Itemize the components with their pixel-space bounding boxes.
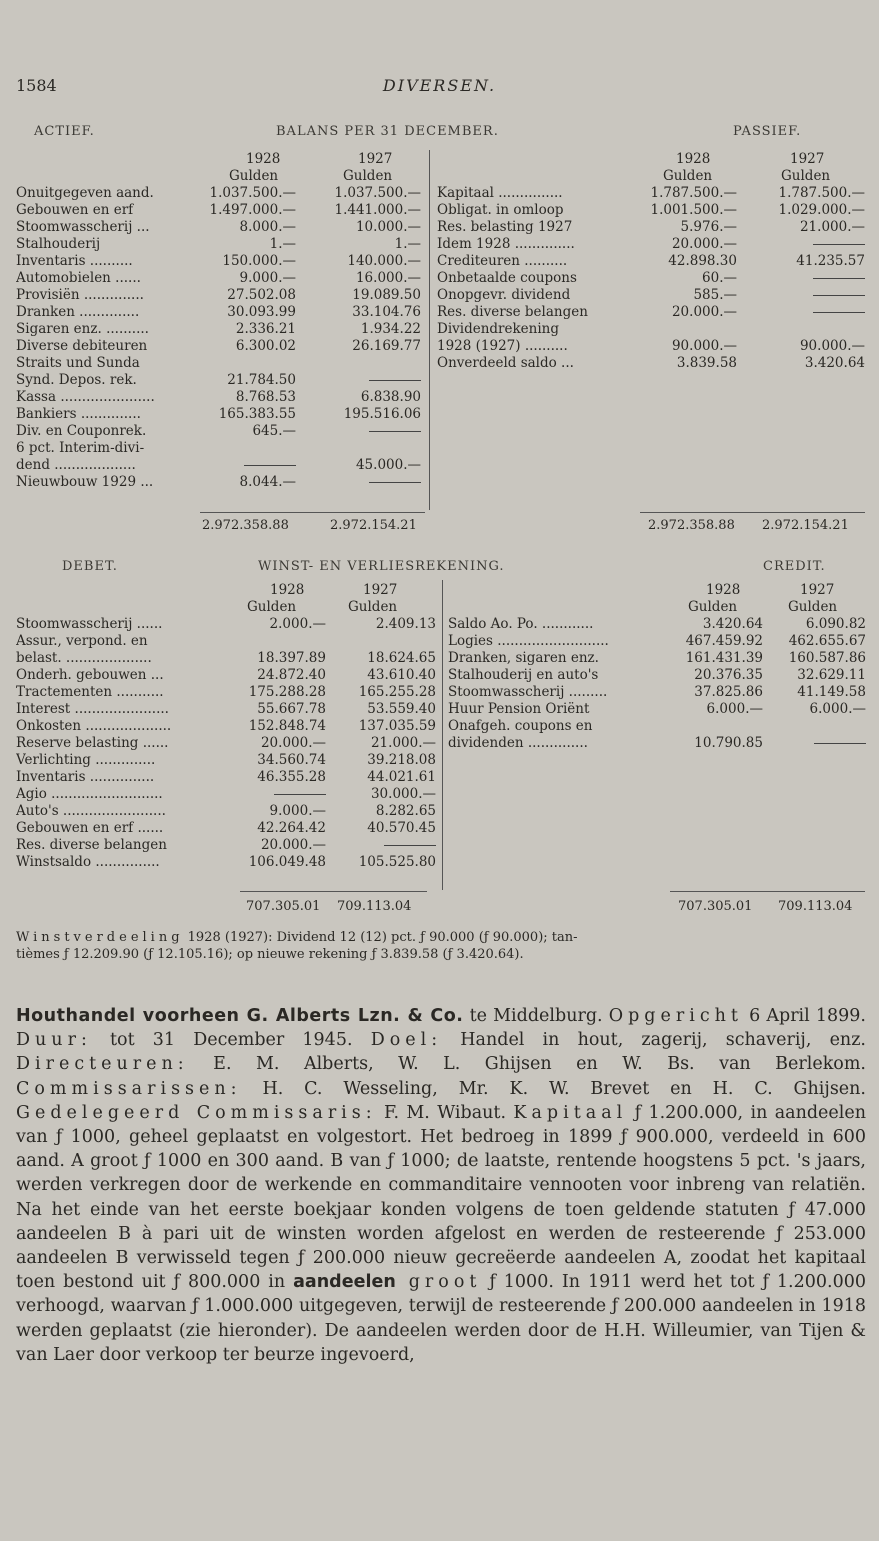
debet-label: Gebouwen en erf ...... xyxy=(16,820,164,836)
debet-label: belast. .................... xyxy=(16,650,152,666)
passief-row xyxy=(437,355,867,372)
passief-value: 5.976.— xyxy=(680,219,737,235)
debet-value: 39.218.08 xyxy=(367,752,436,768)
balans-year-l1: 1928 xyxy=(246,151,281,167)
actief-value: 16.000.— xyxy=(355,270,421,286)
actief-label: Gebouwen en erf xyxy=(16,202,134,218)
label-duur: Duur: xyxy=(16,1030,92,1051)
value-gedelegeerd: F. M. Wibaut. xyxy=(376,1102,514,1123)
actief-row xyxy=(16,253,426,270)
debet-label: Agio .......................... xyxy=(16,786,163,802)
credit-row xyxy=(448,616,867,633)
actief-label: Onuitgegeven aand. xyxy=(16,185,154,201)
balans-unit-l1: Gulden xyxy=(229,168,279,184)
passief-row xyxy=(437,202,867,219)
debet-value: 44.021.61 xyxy=(367,769,436,785)
actief-value: 33.104.76 xyxy=(352,304,421,320)
page-number: 1584 xyxy=(16,76,57,95)
balans-year-r2: 1927 xyxy=(790,151,825,167)
actief-row xyxy=(16,236,426,253)
passief-row xyxy=(437,253,867,270)
debet-label: Res. diverse belangen xyxy=(16,837,167,853)
credit-value: 6.090.82 xyxy=(805,616,866,632)
actief-table xyxy=(16,185,426,491)
debet-value: 2.409.13 xyxy=(375,616,436,632)
debet-row xyxy=(16,820,438,837)
actief-value: 150.000.— xyxy=(222,253,296,269)
winst-year-r2: 1927 xyxy=(800,582,835,598)
winst-unit-l2: Gulden xyxy=(348,599,398,615)
label-groot: groot xyxy=(395,1272,482,1293)
winst-total-rule-right xyxy=(670,891,865,892)
actief-label: Div. en Couponrek. xyxy=(16,423,147,439)
passief-value: 20.000.— xyxy=(671,304,737,320)
debet-row xyxy=(16,786,438,803)
credit-label: Onafgeh. coupons en xyxy=(448,718,593,734)
actief-row xyxy=(16,219,426,236)
credit-value: 10.790.85 xyxy=(694,735,763,751)
debet-value: 53.559.40 xyxy=(367,701,436,717)
passief-table xyxy=(437,185,867,372)
winst-year-l2: 1927 xyxy=(363,582,398,598)
value-capital-history: ƒ 1000. In 1911 werd het tot ƒ 1.200.000 verhoogd, waarvan ƒ 1.000.000 uitgegeven, terwijl de resteerende ƒ 200.000 aandeelen in 1918 werden geplaatst (zie hieronder). De aandeelen werden door de H.H. Willeumier, van Tijen & van Laer door verkoop ter beurze ingevoerd, xyxy=(16,1272,866,1365)
actief-label: Kassa ...................... xyxy=(16,389,155,405)
passief-label: Res. diverse belangen xyxy=(437,304,588,320)
credit-value: 161.431.39 xyxy=(685,650,763,666)
balans-total-rule-right xyxy=(640,512,865,513)
empty-value-rule xyxy=(369,482,421,483)
balans-year-r1: 1928 xyxy=(676,151,711,167)
winst-caption: WINST- EN VERLIESREKENING. xyxy=(258,559,505,574)
winst-divider xyxy=(442,580,443,890)
actief-value: 6.838.90 xyxy=(360,389,421,405)
company-seat: te Middelburg. xyxy=(463,1006,603,1026)
actief-row xyxy=(16,440,426,457)
passief-value xyxy=(757,304,865,320)
winst-unit-l1: Gulden xyxy=(247,599,297,615)
passief-value xyxy=(757,270,865,286)
debet-value: 165.255.28 xyxy=(358,684,436,700)
actief-row xyxy=(16,185,426,202)
label-doel: Doel: xyxy=(370,1030,443,1051)
credit-label: Saldo Ao. Po. ............ xyxy=(448,616,594,632)
winst-total-r1: 707.305.01 xyxy=(678,899,753,914)
debet-value xyxy=(331,837,436,853)
value-opgericht: 6 April 1899. xyxy=(742,1006,866,1026)
credit-row xyxy=(448,718,867,735)
actief-label: Bankiers .............. xyxy=(16,406,141,422)
actief-value: 8.044.— xyxy=(239,474,296,490)
actief-row xyxy=(16,355,426,372)
debet-label: Onderh. gebouwen ... xyxy=(16,667,164,683)
actief-value: 1.497.000.— xyxy=(209,202,296,218)
balans-unit-l2: Gulden xyxy=(343,168,393,184)
balans-unit-r1: Gulden xyxy=(663,168,713,184)
label-kapitaal: Kapitaal xyxy=(513,1102,628,1123)
actief-value: 10.000.— xyxy=(355,219,421,235)
actief-value: 1.934.22 xyxy=(360,321,421,337)
passief-value: 1.001.500.— xyxy=(650,202,737,218)
debet-label: Tractementen ........... xyxy=(16,684,164,700)
actief-label: Diverse debiteuren xyxy=(16,338,148,354)
winst-year-r1: 1928 xyxy=(706,582,741,598)
passief-value: 20.000.— xyxy=(671,236,737,252)
passief-value: 3.839.58 xyxy=(676,355,737,371)
passief-row xyxy=(437,321,867,338)
actief-value: 1.— xyxy=(394,236,421,252)
credit-value: 37.825.86 xyxy=(694,684,763,700)
actief-row xyxy=(16,304,426,321)
debet-value: 42.264.42 xyxy=(257,820,326,836)
passief-row xyxy=(437,270,867,287)
credit-row xyxy=(448,667,867,684)
credit-table xyxy=(448,616,867,752)
actief-value: 645.— xyxy=(252,423,296,439)
actief-label: Automobielen ...... xyxy=(16,270,141,286)
winst-total-rule-left xyxy=(240,891,427,892)
actief-row xyxy=(16,389,426,406)
credit-row xyxy=(448,735,867,752)
credit-value: 467.459.92 xyxy=(685,633,763,649)
credit-caption: CREDIT. xyxy=(763,559,826,574)
actief-value: 1.037.500.— xyxy=(334,185,421,201)
empty-value-rule xyxy=(274,794,326,795)
actief-row xyxy=(16,270,426,287)
passief-value xyxy=(757,287,865,303)
actief-label: 6 pct. Interim-divi- xyxy=(16,440,145,456)
label-aandeelen: aandeelen xyxy=(293,1272,396,1293)
debet-value: 18.624.65 xyxy=(367,650,436,666)
empty-value-rule xyxy=(813,312,865,313)
debet-value: 40.570.45 xyxy=(367,820,436,836)
passief-label: Onverdeeld saldo ... xyxy=(437,355,574,371)
credit-row xyxy=(448,650,867,667)
credit-value: 6.000.— xyxy=(809,701,866,717)
balans-total-l2: 2.972.154.21 xyxy=(330,518,417,533)
debet-value: 20.000.— xyxy=(260,837,326,853)
debet-row xyxy=(16,718,438,735)
debet-label: Verlichting .............. xyxy=(16,752,156,768)
actief-value: 45.000.— xyxy=(355,457,421,473)
balans-unit-r2: Gulden xyxy=(781,168,831,184)
winst-total-r2: 709.113.04 xyxy=(778,899,853,914)
winst-total-l2: 709.113.04 xyxy=(337,899,412,914)
debet-row xyxy=(16,633,438,650)
balans-total-l1: 2.972.358.88 xyxy=(202,518,289,533)
actief-label: Inventaris .......... xyxy=(16,253,133,269)
debet-value: 43.610.40 xyxy=(367,667,436,683)
actief-value: 2.336.21 xyxy=(235,321,296,337)
actief-row xyxy=(16,338,426,355)
passief-label: Dividendrekening xyxy=(437,321,560,337)
credit-value: 462.655.67 xyxy=(788,633,866,649)
passief-label: Onbetaalde coupons xyxy=(437,270,577,286)
actief-caption: ACTIEF. xyxy=(34,124,95,139)
balans-total-r1: 2.972.358.88 xyxy=(648,518,735,533)
actief-row xyxy=(16,406,426,423)
winst-year-l1: 1928 xyxy=(270,582,305,598)
passief-value xyxy=(757,236,865,252)
actief-value: 9.000.— xyxy=(239,270,296,286)
debet-value xyxy=(236,786,326,802)
company-name: Houthandel voorheen G. Alberts Lzn. & Co. xyxy=(16,1006,464,1026)
actief-value xyxy=(316,372,421,388)
value-doel: Handel in hout, zagerij, schaverij, enz. xyxy=(442,1030,866,1051)
actief-value xyxy=(316,474,421,490)
actief-value: 140.000.— xyxy=(347,253,421,269)
actief-label: Stalhouderij xyxy=(16,236,101,252)
actief-value: 27.502.08 xyxy=(227,287,296,303)
empty-value-rule xyxy=(813,244,865,245)
credit-value: 20.376.35 xyxy=(694,667,763,683)
debet-value: 21.000.— xyxy=(370,735,436,751)
label-commissarissen: Commissarissen: xyxy=(16,1078,242,1099)
passief-row xyxy=(437,219,867,236)
credit-row xyxy=(448,633,867,650)
debet-value: 34.560.74 xyxy=(257,752,326,768)
balans-divider xyxy=(429,150,430,510)
debet-label: Inventaris ............... xyxy=(16,769,155,785)
balans-total-r2: 2.972.154.21 xyxy=(762,518,849,533)
debet-row xyxy=(16,735,438,752)
passief-row xyxy=(437,304,867,321)
debet-label: Onkosten .................... xyxy=(16,718,172,734)
value-directeuren: E. M. Alberts, W. L. Ghijsen en W. Bs. van Berlekom. xyxy=(188,1054,866,1075)
actief-label: Provisiën .............. xyxy=(16,287,144,303)
debet-value: 152.848.74 xyxy=(248,718,326,734)
label-gedelegeerd: Gedelegeerd Commissaris: xyxy=(16,1102,377,1123)
actief-value xyxy=(316,423,421,439)
empty-value-rule xyxy=(384,845,436,846)
passief-label: Kapitaal ............... xyxy=(437,185,563,201)
passief-label: Idem 1928 .............. xyxy=(437,236,575,252)
credit-row xyxy=(448,701,867,718)
debet-row xyxy=(16,854,438,871)
label-directeuren: Directeuren: xyxy=(16,1054,189,1075)
passief-value: 41.235.57 xyxy=(796,253,865,269)
actief-value xyxy=(206,457,296,473)
debet-value: 137.035.59 xyxy=(358,718,436,734)
actief-row xyxy=(16,423,426,440)
credit-label: Logies .......................... xyxy=(448,633,609,649)
passief-label: Crediteuren .......... xyxy=(437,253,568,269)
debet-row xyxy=(16,752,438,769)
passief-value: 3.420.64 xyxy=(804,355,865,371)
actief-label: Straits und Sunda xyxy=(16,355,140,371)
passief-row xyxy=(437,287,867,304)
debet-row xyxy=(16,803,438,820)
actief-row xyxy=(16,287,426,304)
debet-row xyxy=(16,769,438,786)
passief-value: 60.— xyxy=(702,270,737,286)
actief-value: 19.089.50 xyxy=(352,287,421,303)
actief-value: 21.784.50 xyxy=(227,372,296,388)
credit-label: dividenden .............. xyxy=(448,735,588,751)
debet-label: Assur., verpond. en xyxy=(16,633,148,649)
passief-label: Onopgevr. dividend xyxy=(437,287,571,303)
credit-label: Stalhouderij en auto's xyxy=(448,667,599,683)
debet-value: 30.000.— xyxy=(370,786,436,802)
credit-value: 160.587.86 xyxy=(788,650,866,666)
debet-value: 24.872.40 xyxy=(257,667,326,683)
actief-label: Nieuwbouw 1929 ... xyxy=(16,474,154,490)
page-title: DIVERSEN. xyxy=(382,76,497,95)
winstverdeeling-text2: tièmes ƒ 12.209.90 (ƒ 12.105.16); op nieuwe rekening ƒ 3.839.58 (ƒ 3.420.64). xyxy=(16,947,524,962)
debet-row xyxy=(16,684,438,701)
debet-label: Interest ...................... xyxy=(16,701,169,717)
actief-label: dend ................... xyxy=(16,457,136,473)
actief-value: 8.000.— xyxy=(239,219,296,235)
actief-value: 1.441.000.— xyxy=(334,202,421,218)
debet-value: 175.288.28 xyxy=(248,684,326,700)
actief-row xyxy=(16,372,426,389)
passief-row xyxy=(437,338,867,355)
actief-value: 1.037.500.— xyxy=(209,185,296,201)
debet-row xyxy=(16,650,438,667)
actief-row xyxy=(16,202,426,219)
credit-value xyxy=(768,735,866,751)
debet-value: 8.282.65 xyxy=(375,803,436,819)
label-opgericht: Opgericht xyxy=(608,1006,743,1026)
passief-label: Res. belasting 1927 xyxy=(437,219,573,235)
actief-row xyxy=(16,457,426,474)
empty-value-rule xyxy=(814,743,866,744)
debet-table xyxy=(16,616,438,871)
credit-label: Stoomwasscherij ......... xyxy=(448,684,608,700)
empty-value-rule xyxy=(244,465,296,466)
empty-value-rule xyxy=(813,278,865,279)
winstverdeeling-text1: 1928 (1927): Dividend 12 (12) pct. ƒ 90.000 (ƒ 90.000); tan- xyxy=(183,930,578,945)
winst-total-l1: 707.305.01 xyxy=(246,899,321,914)
passief-label: Obligat. in omloop xyxy=(437,202,564,218)
winstverdeeling-label: Winstverdeeling xyxy=(16,930,184,945)
credit-row xyxy=(448,684,867,701)
passief-value: 1.787.500.— xyxy=(778,185,865,201)
credit-value: 6.000.— xyxy=(706,701,763,717)
debet-value: 20.000.— xyxy=(260,735,326,751)
value-duur: tot 31 December 1945. xyxy=(91,1030,371,1051)
balans-caption: BALANS PER 31 DECEMBER. xyxy=(276,124,499,139)
debet-label: Stoomwasscherij ...... xyxy=(16,616,163,632)
balans-total-rule-left xyxy=(200,512,425,513)
credit-value: 41.149.58 xyxy=(797,684,866,700)
debet-label: Winstsaldo ............... xyxy=(16,854,160,870)
passief-caption: PASSIEF. xyxy=(733,124,802,139)
debet-row xyxy=(16,837,438,854)
credit-label: Dranken, sigaren enz. xyxy=(448,650,599,666)
passief-row xyxy=(437,185,867,202)
actief-value: 30.093.99 xyxy=(227,304,296,320)
passief-value: 90.000.— xyxy=(671,338,737,354)
actief-value: 8.768.53 xyxy=(235,389,296,405)
debet-row xyxy=(16,667,438,684)
passief-row xyxy=(437,236,867,253)
passief-value: 1.029.000.— xyxy=(778,202,865,218)
actief-value: 165.383.55 xyxy=(218,406,296,422)
actief-value: 195.516.06 xyxy=(343,406,421,422)
value-commissarissen: H. C. Wesseling, Mr. K. W. Brevet en H. C. Ghijsen. xyxy=(241,1078,866,1099)
debet-value: 55.667.78 xyxy=(257,701,326,717)
balans-year-l2: 1927 xyxy=(358,151,393,167)
debet-value: 105.525.80 xyxy=(358,854,436,870)
debet-row xyxy=(16,701,438,718)
actief-row xyxy=(16,321,426,338)
debet-label: Auto's ........................ xyxy=(16,803,166,819)
empty-value-rule xyxy=(369,380,421,381)
passief-value: 90.000.— xyxy=(799,338,865,354)
actief-value: 1.— xyxy=(269,236,296,252)
passief-value: 585.— xyxy=(693,287,737,303)
empty-value-rule xyxy=(813,295,865,296)
debet-value: 106.049.48 xyxy=(248,854,326,870)
debet-value: 9.000.— xyxy=(269,803,326,819)
credit-value: 32.629.11 xyxy=(797,667,866,683)
winst-unit-r1: Gulden xyxy=(688,599,738,615)
debet-value: 18.397.89 xyxy=(257,650,326,666)
actief-label: Dranken .............. xyxy=(16,304,140,320)
passief-label: 1928 (1927) .......... xyxy=(437,338,568,354)
actief-value: 26.169.77 xyxy=(352,338,421,354)
actief-label: Sigaren enz. .......... xyxy=(16,321,149,337)
debet-value: 2.000.— xyxy=(269,616,326,632)
actief-value: 6.300.02 xyxy=(235,338,296,354)
winstverdeeling-note xyxy=(16,929,866,963)
actief-label: Stoomwasscherij ... xyxy=(16,219,150,235)
value-kapitaal: ƒ 1.200.000, in aandeelen van ƒ 1000, geheel geplaatst en volgestort. Het bedroeg in 1899 ƒ 900.000, verdeeld in 600 aand. A groot ƒ 1000 en 300 aand. B van ƒ 1000; de laatste, rentende hoogstens 5 pct. 's jaars, werden verkregen door de werkende en commanditaire vennooten voor inbreng van relatiën. Na het einde van het eerste boekjaar konden volgens de toen geldende statuten ƒ 47.000 aandeelen B à pari uit de winsten worden afgelost en werden de resteerende ƒ 253.000 aandeelen B verwisseld tegen ƒ 200.000 nieuw gecreëerde aandeelen A, zoodat het kapitaal toen bestond uit ƒ 800.000 in xyxy=(16,1102,866,1293)
passief-value: 1.787.500.— xyxy=(650,185,737,201)
empty-value-rule xyxy=(369,431,421,432)
actief-label: Synd. Depos. rek. xyxy=(16,372,137,388)
actief-row xyxy=(16,474,426,491)
winst-unit-r2: Gulden xyxy=(788,599,838,615)
debet-label: Reserve belasting ...... xyxy=(16,735,169,751)
credit-label: Huur Pension Oriënt xyxy=(448,701,590,717)
debet-caption: DEBET. xyxy=(62,559,118,574)
debet-row xyxy=(16,616,438,633)
debet-value: 46.355.28 xyxy=(257,769,326,785)
passief-value: 42.898.30 xyxy=(668,253,737,269)
passief-value: 21.000.— xyxy=(799,219,865,235)
company-paragraph xyxy=(16,1004,866,1367)
credit-value: 3.420.64 xyxy=(702,616,763,632)
